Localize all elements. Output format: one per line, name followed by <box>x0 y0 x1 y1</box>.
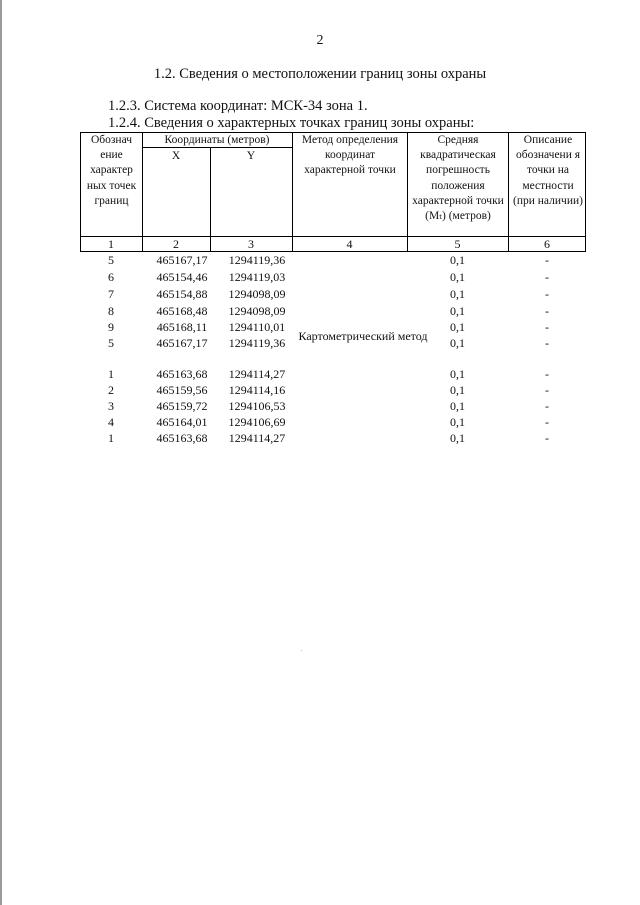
table-row <box>80 286 586 302</box>
header-coords: Координаты (метров) <box>164 134 270 146</box>
x-cell: 465163,68 <box>156 431 208 445</box>
point-cell: 6 <box>108 270 114 284</box>
y-cell: 1294114,16 <box>228 383 286 397</box>
section-title: 1.2. Сведения о местоположении границ зоны охраны <box>153 66 487 82</box>
point-cell: 4 <box>108 415 114 429</box>
x-cell: 465168,11 <box>156 320 208 334</box>
x-cell: 465167,17 <box>156 336 208 350</box>
point-cell: 5 <box>108 336 114 350</box>
error-cell: 0,1 <box>450 431 465 445</box>
table-row <box>80 430 586 446</box>
page-number: 2 <box>316 33 324 48</box>
y-cell: 1294098,09 <box>228 287 286 301</box>
table-row <box>80 366 586 382</box>
coordinate-system-line: 1.2.3. Система координат: МСК-34 зона 1. <box>108 98 368 114</box>
points-table-header <box>80 132 586 252</box>
error-cell: 0,1 <box>450 287 465 301</box>
y-cell: 1294106,69 <box>228 415 286 429</box>
x-cell: 465154,46 <box>156 270 208 284</box>
header-method: Метод определения координат характерной точки <box>301 134 399 177</box>
x-cell: 465163,68 <box>156 367 208 381</box>
error-cell: 0,1 <box>450 399 465 413</box>
column-number: 2 <box>173 237 179 251</box>
point-cell: 3 <box>108 399 114 413</box>
column-number: 1 <box>108 237 114 251</box>
table-vrule <box>292 132 293 252</box>
error-cell: 0,1 <box>450 336 465 350</box>
y-cell: 1294114,27 <box>228 431 286 445</box>
error-cell: 0,1 <box>450 304 465 318</box>
table-row <box>80 303 586 319</box>
coords-underline <box>142 147 292 148</box>
header-point: Обознач ение характер ных точек границ <box>86 134 137 207</box>
column-number: 5 <box>454 237 461 251</box>
table-vrule <box>508 132 509 252</box>
y-cell: 1294119,03 <box>228 270 286 284</box>
description-cell: - <box>545 367 549 381</box>
table-row <box>80 382 586 398</box>
point-cell: 9 <box>108 320 114 334</box>
x-cell: 465154,88 <box>156 287 208 301</box>
error-cell: 0,1 <box>450 270 465 284</box>
description-cell: - <box>545 336 549 350</box>
error-cell: 0,1 <box>450 383 465 397</box>
error-cell: 0,1 <box>450 253 465 267</box>
y-cell: 1294110,01 <box>228 320 286 334</box>
y-cell: 1294106,53 <box>228 399 286 413</box>
description-cell: - <box>545 415 549 429</box>
x-cell: 465168,48 <box>156 304 208 318</box>
description-cell: - <box>545 383 549 397</box>
method-cell: Картометрический метод <box>298 329 428 343</box>
column-number: 3 <box>248 237 254 251</box>
error-cell: 0,1 <box>450 367 465 381</box>
header-description: Описание обозначени я точки на местности (при наличии) <box>513 134 583 207</box>
y-cell: 1294114,27 <box>228 367 286 381</box>
table-row <box>80 252 586 268</box>
point-cell: 7 <box>108 287 114 301</box>
table-row <box>80 398 586 414</box>
x-cell: 465159,72 <box>156 399 208 413</box>
description-cell: - <box>545 431 549 445</box>
description-cell: - <box>545 270 549 284</box>
header-error: Средняя квадратическая погрешность положения характерной точки (Mₜ) (метров) <box>412 134 504 223</box>
point-cell: 1 <box>108 367 114 381</box>
description-cell: - <box>545 320 549 334</box>
point-cell: 2 <box>108 383 114 397</box>
y-cell: 1294119,36 <box>228 336 286 350</box>
description-cell: - <box>545 287 549 301</box>
table-row <box>80 269 586 285</box>
x-cell: 465164,01 <box>156 415 208 429</box>
scan-speck <box>301 650 302 651</box>
scan-edge-line <box>0 0 2 905</box>
header-y: Y <box>246 150 256 162</box>
header-x: X <box>171 150 181 162</box>
y-cell: 1294119,36 <box>228 253 286 267</box>
error-cell: 0,1 <box>450 415 465 429</box>
description-cell: - <box>545 304 549 318</box>
point-cell: 5 <box>108 253 114 267</box>
points-heading-line: 1.2.4. Сведения о характерных точках границ зоны охраны: <box>108 115 475 131</box>
x-cell: 465159,56 <box>156 383 208 397</box>
error-cell: 0,1 <box>450 320 465 334</box>
y-cell: 1294098,09 <box>228 304 286 318</box>
description-cell: - <box>545 399 549 413</box>
column-number: 4 <box>346 237 353 251</box>
x-cell: 465167,17 <box>156 253 208 267</box>
column-number: 6 <box>544 237 550 251</box>
point-cell: 8 <box>108 304 114 318</box>
description-cell: - <box>545 253 549 267</box>
point-cell: 1 <box>108 431 114 445</box>
table-row <box>80 414 586 430</box>
